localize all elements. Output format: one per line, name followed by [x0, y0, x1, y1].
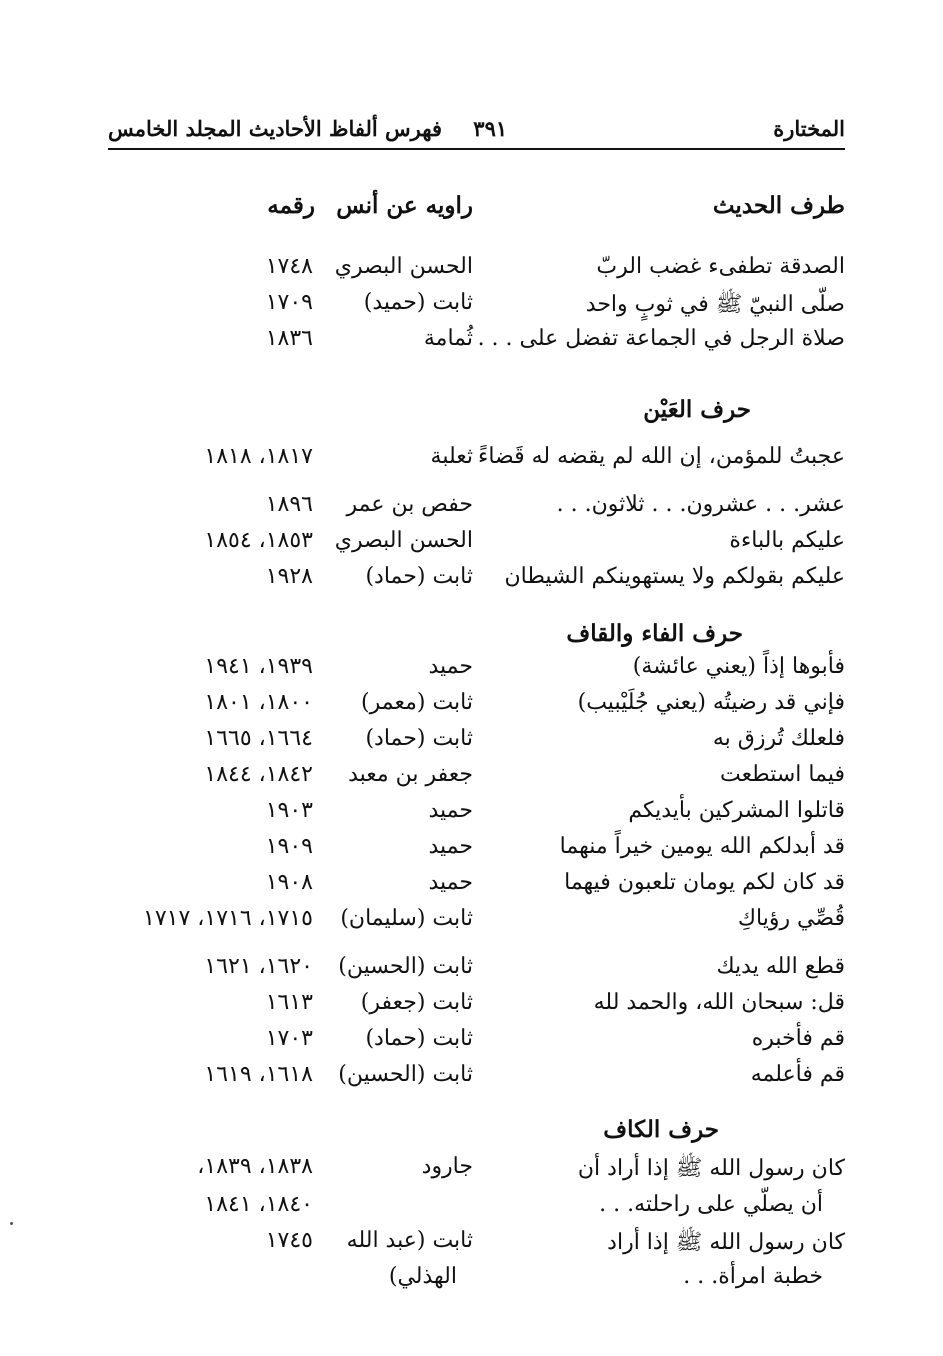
hadith-numbers: ١٩٠٨: [265, 870, 313, 895]
index-row: [85, 1026, 845, 1060]
narrator: حميد: [428, 834, 473, 859]
narrator: ثابت (الحسين): [338, 954, 473, 979]
index-row: [85, 834, 845, 868]
hadith-numbers: ١٦١٣: [265, 990, 313, 1015]
hadith-numbers: ١٨٩٦: [265, 492, 313, 517]
index-row: [85, 1154, 845, 1188]
narrator: ثابت (عبد الله: [346, 1228, 473, 1253]
hadith-text: أن يصلّي على راحلته. . .: [599, 1192, 823, 1217]
index-row: [85, 798, 845, 832]
index-row: [85, 326, 845, 360]
page-number: ٣٩١: [473, 116, 508, 141]
hadith-text: قم فأعلمه: [750, 1062, 845, 1087]
narrator: ثابت (حماد): [365, 726, 473, 751]
narrator: ثابت (حماد): [365, 564, 473, 589]
index-row: [85, 870, 845, 904]
narrator: حميد: [428, 870, 473, 895]
hadith-numbers: ١٨٤٠، ١٨٤١: [204, 1192, 313, 1217]
hadith-text: كان رسول الله ﷺ إذا أراد أن: [577, 1156, 845, 1181]
narrator: ثابت (حميد): [363, 290, 473, 315]
hadith-text: قد أبدلكم الله يومين خيراً منهما: [559, 834, 845, 859]
running-header: [108, 112, 845, 150]
narrator: ثابت (سليمان): [340, 906, 473, 931]
hadith-text: عشر. . . عشرون. . . ثلاثون. . .: [556, 492, 845, 517]
hadith-numbers: ١٧٠٩: [265, 290, 313, 315]
narrator: الحسن البصري: [334, 254, 473, 279]
hadith-text: قل: سبحان الله، والحمد لله: [593, 990, 845, 1015]
hadith-text: خطبة امرأة. . .: [683, 1264, 823, 1289]
hadith-numbers: ١٨٣٨، ١٨٣٩،: [197, 1154, 313, 1179]
hadith-text: قم فأخبره: [751, 1026, 845, 1051]
section-heading-kaf: حرف الكاف: [603, 1116, 719, 1143]
hadith-numbers: ١٧٠٣: [265, 1026, 313, 1051]
hadith-numbers: ١٧٤٥: [265, 1228, 313, 1253]
index-row: [85, 254, 845, 288]
narrator: ثابت (حماد): [365, 1026, 473, 1051]
hadith-text: صلاة الرجل في الجماعة تفضل على . . .: [477, 326, 845, 351]
hadith-text: عليكم بقولكم ولا يستهوينكم الشيطان: [504, 564, 845, 589]
hadith-numbers: ١٦٦٤، ١٦٦٥: [204, 726, 313, 751]
hadith-numbers: ١٨٠٠، ١٨٠١: [204, 690, 313, 715]
hadith-numbers: ١٩٣٩، ١٩٤١: [204, 654, 313, 679]
index-row: [85, 1228, 845, 1262]
column-header-hadith: طرف الحديث: [712, 192, 845, 219]
hadith-numbers: ١٦٢٠، ١٦٢١: [204, 954, 313, 979]
hadith-text: عليكم بالباءة: [729, 528, 845, 553]
narrator: ثُمامة: [423, 326, 473, 351]
hadith-text: عجبتُ للمؤمن، إن الله لم يقضه له قَضاءً: [478, 444, 845, 469]
narrator: ثابت (الحسين): [338, 1062, 473, 1087]
hadith-text: فإني قد رضيتُه (يعني جُلَيْبيب): [577, 690, 845, 715]
narrator: الهذلي): [388, 1264, 457, 1289]
book-title: المختارة: [773, 116, 845, 141]
hadith-numbers: ١٩٠٣: [265, 798, 313, 823]
narrator: حميد: [428, 798, 473, 823]
index-row: [85, 690, 845, 724]
index-row: [85, 564, 845, 598]
hadith-numbers: ١٧٤٨: [265, 254, 313, 279]
header-left: [108, 116, 507, 141]
hadith-numbers: ١٧١٥، ١٧١٦، ١٧١٧: [143, 906, 313, 931]
narrator: جعفر بن معبد: [348, 762, 473, 787]
hadith-numbers: ١٩٠٩: [265, 834, 313, 859]
narrator: الحسن البصري: [334, 528, 473, 553]
hadith-text: قاتلوا المشركين بأيديكم: [628, 798, 845, 823]
column-header-narrator: راويه عن أنس: [336, 192, 473, 219]
index-row: [85, 290, 845, 324]
hadith-numbers: ١٩٢٨: [265, 564, 313, 589]
hadith-numbers: ١٨٣٦: [265, 326, 313, 351]
section-heading-fa-qaf: حرف الفاء والقاف: [566, 620, 743, 647]
index-row: [85, 1192, 845, 1226]
hadith-text: فيما استطعت: [719, 762, 845, 787]
hadith-text: فلعلك تُرزق به: [712, 726, 845, 751]
hadith-text: كان رسول الله ﷺ إذا أراد: [607, 1230, 845, 1255]
narrator: حميد: [428, 654, 473, 679]
hadith-text: فأبوها إذاً (يعني عائشة): [632, 654, 845, 679]
index-row: [85, 906, 845, 940]
index-row: [85, 654, 845, 688]
hadith-text: صلّى النبيّ ﷺ في ثوبٍ واحد: [585, 292, 845, 317]
index-row: [85, 762, 845, 796]
column-header-number: رقمه: [267, 192, 315, 219]
index-row: [85, 954, 845, 988]
hadith-text: قد كان لكم يومان تلعبون فيهما: [564, 870, 845, 895]
hadith-numbers: ١٨٤٢، ١٨٤٤: [204, 762, 313, 787]
narrator: ثعلبة: [430, 444, 473, 469]
index-row: [85, 1264, 845, 1298]
hadith-numbers: ١٨٥٣، ١٨٥٤: [204, 528, 313, 553]
narrator: حفص بن عمر: [346, 492, 473, 517]
hadith-text: قُصِّي رؤياكِ: [737, 906, 845, 931]
hadith-text: الصدقة تطفىء غضب الربّ: [596, 254, 845, 279]
scan-speck: [10, 1222, 13, 1225]
index-row: [85, 492, 845, 526]
section-heading-ain: حرف العَيْن: [643, 396, 751, 423]
narrator: ثابت (معمر): [361, 690, 473, 715]
section-title: فهرس ألفاظ الأحاديث المجلد الخامس: [108, 116, 442, 141]
index-row: [85, 1062, 845, 1096]
index-row: [85, 726, 845, 760]
index-row: [85, 444, 845, 478]
hadith-numbers: ١٨١٧، ١٨١٨: [204, 444, 313, 469]
narrator: جارود: [421, 1154, 473, 1179]
hadith-text: قطع الله يديك: [716, 954, 845, 979]
hadith-numbers: ١٦١٨، ١٦١٩: [204, 1062, 313, 1087]
narrator: ثابت (جعفر): [360, 990, 473, 1015]
index-row: [85, 528, 845, 562]
index-row: [85, 990, 845, 1024]
